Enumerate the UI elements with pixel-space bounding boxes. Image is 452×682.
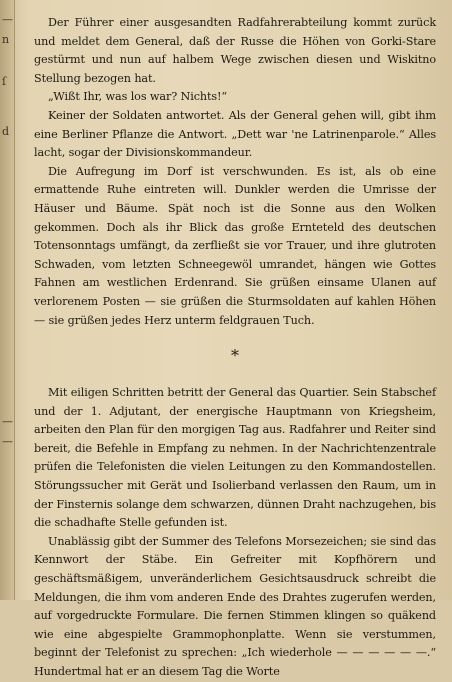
paragraph: Die Aufregung im Dorf ist verschwunden. Es ist, als ob eine ermattende Ruhe eintreten will. Dunkler werden die Umrisse der Häuser und Bäume. Spät noch ist die Sonne aus den Wolken gekommen. Doch als ihr Blick das große Ernteteld des deutschen Totensonntags umfängt, da zerfließt sie vor Trauer, und ihre glutroten Schwaden, vom letzten Schneegewöl umrandet, hängen wie Gottes Fahnen am westlichen Erdenrand. Sie grüßen einsame Ulanen auf verlorenem Posten — sie grüßen die Sturmsoldaten auf kahlen Höhen — sie grüßen jedes Herz unterm feldgrauen Tuch.: [34, 164, 436, 327]
margin-mark: —: [2, 435, 13, 448]
paragraph: Der Führer einer ausgesandten Radfahrerabteilung kommt zurück und meldet dem General, daß der Russe die Höhen von Gorki-Stare gestürmt und nun auf halbem Wege zwischen diesen und Wiskitno Stellung bezogen hat.: [34, 16, 436, 85]
section-separator: *: [231, 346, 239, 366]
margin-mark: d: [2, 125, 10, 138]
paragraph: „Wißt Ihr, was los war? Nichts!“: [48, 90, 228, 104]
margin-mark: ſ: [2, 75, 7, 88]
paragraph: Unablässig gibt der Summer des Telefons Morsezeichen; sie sind das Kennwort der Stäbe. Ein Gefreiter mit Kopfhörern und geschäftsmäßigem, unveränderlichem Gesichtsausdruck schreibt die Meldungen, die ihm vom anderen Ende des Drahtes zugerufen werden, auf vorgedruckte Formulare. Die fernen Stimmen klingen so quäkend wie eine abgespielte Grammophonplatte. Wenn sie verstummen, beginnt der Telefonist zu sprechen: „Ich wiederhole — — — — — —.“ Hundertmal hat er an diesem Tag die Worte: [34, 534, 436, 678]
margin-mark: —: [2, 415, 13, 428]
paragraph: Keiner der Soldaten antwortet. Als der General gehen will, gibt ihm eine Berliner Pflanze die Antwort. „Dett war 'ne Latrinenparole.“ Alles lacht, sogar der Divisionskommandeur.: [34, 108, 436, 160]
margin-mark: n: [2, 33, 10, 46]
previous-page-edge: [0, 0, 15, 600]
margin-mark: —: [2, 13, 13, 26]
paragraph: Mit eiligen Schritten betritt der General das Quartier. Sein Stabschef und der 1. Adjutant, der energische Hauptmann von Kriegsheim, arbeiten den Plan für den morgigen Tag aus. Radfahrer und Reiter sind bereit, die Befehle in Empfang zu nehmen. In der Nachrichtenzentrale prüfen die Telefonisten die vielen Leitungen zu den Kommandostellen. Störungssucher mit Gerät und Isolierband verlassen den Raum, um in der Finsternis solange dem schwarzen, dünnen Draht nachzugehen, bis die schadhafte Stelle gefunden ist.: [34, 386, 436, 530]
page-text: [34, 14, 436, 682]
